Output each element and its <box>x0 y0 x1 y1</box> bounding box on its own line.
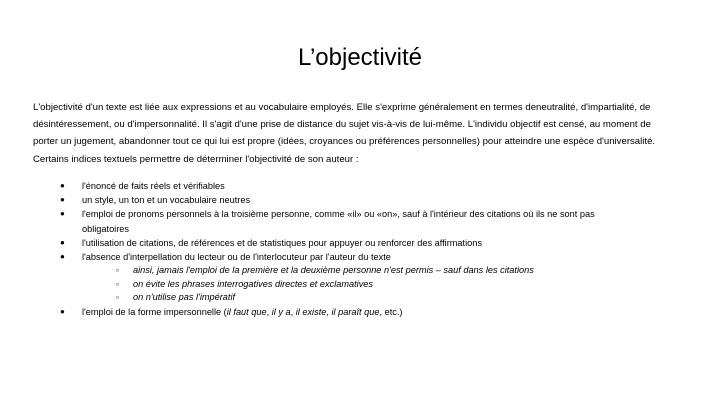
bullet-icon: ● <box>60 209 65 218</box>
bullet-icon: ● <box>60 181 65 190</box>
sub-list-item <box>33 291 713 305</box>
list-item <box>33 207 713 221</box>
list-item <box>33 250 713 264</box>
list-item-text: l'utilisation de citations, de références et de statistiques pour appuyer ou renforcer des affirmations <box>82 238 482 248</box>
list-item <box>33 236 713 250</box>
square-bullet-icon: ▫ <box>116 279 119 289</box>
example: il y a <box>271 306 291 317</box>
list-item-text: l'emploi de la forme impersonnelle ( <box>82 306 227 317</box>
sub-list-item <box>33 278 713 292</box>
separator: , <box>326 306 332 317</box>
example: il existe <box>295 306 327 317</box>
square-bullet-icon: ▫ <box>116 293 119 302</box>
separator: , <box>290 306 296 317</box>
example: il faut que <box>226 306 267 317</box>
paragraph-line: porter un jugement, abandonner tout ce qui lui est propre (idées, croyances ou préférences personnelles) pour atteindre une espèce d'universalité. <box>33 136 656 148</box>
list-item <box>33 305 713 319</box>
bullet-icon: ● <box>60 238 65 247</box>
list-item-text: l'absence d'interpellation du lecteur ou de l'interlocuteur par l'auteur du texte <box>82 252 391 262</box>
bullet-icon: ● <box>60 252 65 261</box>
square-bullet-icon: ▫ <box>116 266 119 275</box>
sub-item-text: ainsi, jamais l'emploi de la première et la deuxième personne n'est permis – sauf dans les citations <box>133 265 534 275</box>
bullet-icon: ● <box>60 306 65 316</box>
separator: , <box>379 306 385 317</box>
separator: ) <box>399 306 403 317</box>
list-item-text: l'emploi de pronoms personnels à la troisième personne, comme «il» ou «on», sauf à l'intérieur des citations où ils ne sont pas <box>82 209 595 219</box>
bullet-icon: ● <box>60 195 65 204</box>
list-item <box>33 179 713 193</box>
paragraph-line: Certains indices textuels permettre de déterminer l'objectivité de son auteur : <box>33 153 359 165</box>
example: etc. <box>384 306 400 317</box>
slide-title: L’objectivité <box>297 44 423 71</box>
sub-item-text: on évite les phrases interrogatives directes et exclamatives <box>133 278 374 289</box>
list-item-text: un style, un ton et un vocabulaire neutres <box>82 195 251 205</box>
sub-list-item <box>33 264 713 278</box>
example: il paraît que <box>331 306 380 317</box>
paragraph-line: L'objectivité d'un texte est liée aux expressions et au vocabulaire employés. Elle s'exprime généralement en termes deneutralité, d'impartialité, de <box>33 102 651 113</box>
list-item-text: obligatoires <box>82 224 129 234</box>
list-item-text: l'énoncé de faits réels et vérifiables <box>82 181 225 191</box>
list-item-continuation <box>33 222 713 236</box>
separator: , <box>266 306 272 317</box>
list-item <box>33 193 713 207</box>
intro-paragraph <box>33 99 703 168</box>
indices-list <box>33 179 713 319</box>
sub-item-text: on n'utilise pas l'impératif <box>133 292 236 302</box>
paragraph-line: désintéressement, ou d'impersonnalité. Il s'agit d'une prise de distance du sujet vis-à-vis de lui-même. L'individu objectif est censé, au moment de <box>33 119 651 131</box>
